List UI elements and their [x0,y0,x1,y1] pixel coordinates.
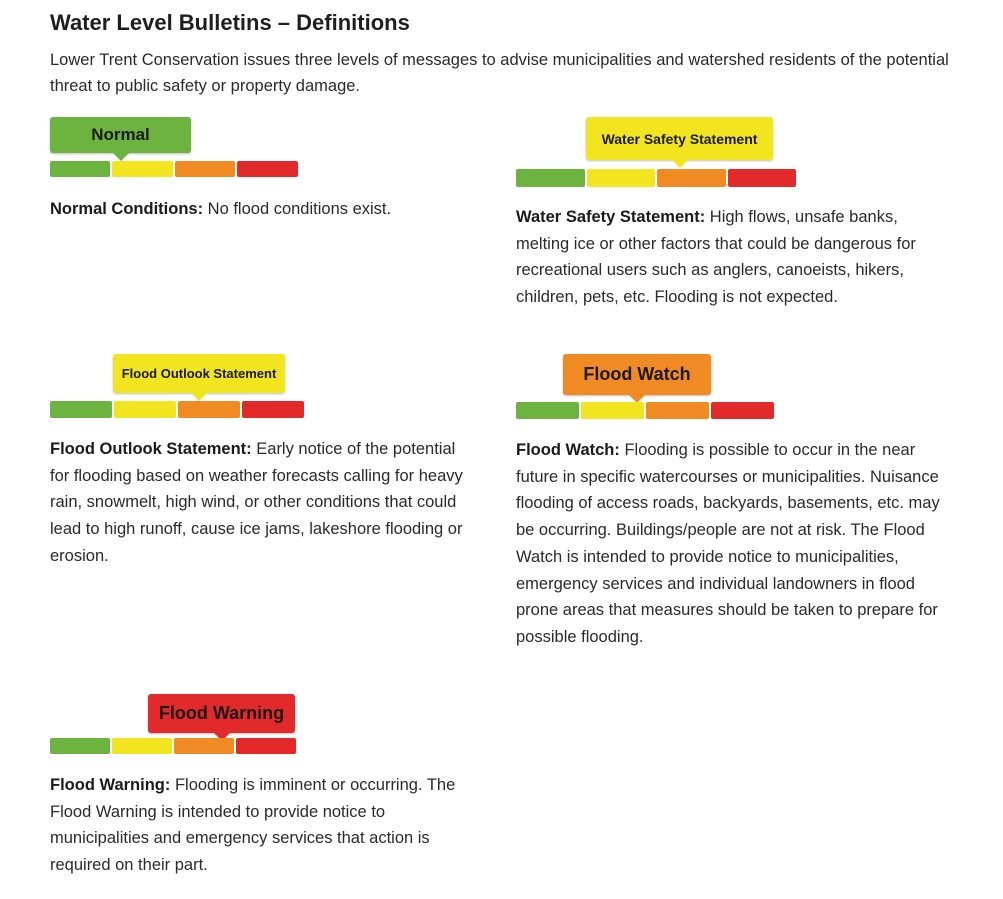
level-segment-yellow [581,402,644,419]
normal-badge [50,117,191,153]
flood-warning-description [50,772,465,879]
level-segment-red [236,738,296,754]
flood-watch-badge-label: Flood Watch [583,364,691,384]
level-segment-orange [646,402,709,419]
normal-description [50,196,470,223]
flood-outlook-level-bar [50,401,304,418]
flood-watch-description [516,437,956,651]
level-segment-green [516,402,579,419]
flood-watch-level-bar [516,402,774,419]
level-segment-orange [178,401,240,418]
flood-watch-term: Flood Watch: [516,441,620,459]
level-segment-yellow [112,738,172,754]
water-safety-description [516,204,936,311]
water-safety-term: Water Safety Statement: [516,208,706,226]
level-segment-yellow [112,161,173,177]
flood-watch-text: Flooding is possible to occur in the near future in specific watercourses or municipalities. Nuisance flooding of access roads, backyards, basements, etc. may be occurring. Buildings/people are not at risk. The Flood Watch is intended to provide notice to municipalities, emergency services and individual landowners in flood prone areas that measures should be taken to prepare for possible flooding. [516,441,940,646]
level-segment-red [237,161,298,177]
flood-warning-badge [148,694,295,733]
flood-outlook-badge [113,354,285,393]
level-segment-green [50,738,110,754]
normal-level-bar [50,161,298,177]
level-segment-orange [657,169,726,187]
water-safety-level-bar [516,169,796,187]
level-segment-green [50,161,110,177]
level-segment-orange [175,161,235,177]
water-safety-text: High flows, unsafe banks, melting ice or other factors that could be dangerous for recreational users such as anglers, canoeists, hikers, children, pets, etc. Flooding is not expected. [516,208,916,307]
level-segment-red [242,401,304,418]
flood-warning-badge-label: Flood Warning [158,703,285,723]
normal-badge-label: Normal [91,125,150,144]
level-segment-red [728,169,796,187]
level-segment-green [50,401,112,418]
level-segment-red [711,402,774,419]
level-segment-yellow [114,401,176,418]
water-safety-badge [586,117,773,160]
flood-outlook-term: Flood Outlook Statement: [50,440,252,458]
flood-warning-level-bar [50,738,296,754]
level-segment-orange [174,738,234,754]
flood-outlook-description [50,436,475,570]
water-safety-badge-label: Water Safety Statement [601,130,758,147]
normal-term: Normal Conditions: [50,200,204,218]
level-segment-yellow [587,169,655,187]
flood-warning-term: Flood Warning: [50,776,171,794]
level-segment-green [516,169,585,187]
flood-outlook-text: Early notice of the potential for flooding based on weather forecasts calling for heavy rain, snowmelt, high wind, or other conditions that could lead to high runoff, cause ice jams, lakeshore flooding or erosion. [50,440,463,565]
normal-text: No flood conditions exist. [203,200,392,218]
intro-paragraph: Lower Trent Conservation issues three levels of messages to advise municipalities and watershed residents of the potential threat to public safety or property damage. [50,51,949,95]
flood-outlook-badge-label: Flood Outlook Statement [121,366,277,381]
flood-warning-text: Flooding is imminent or occurring. The Flood Warning is intended to provide notice to municipalities and emergency services that action is required on their part. [50,776,456,875]
page-title: Water Level Bulletins – Definitions [50,10,410,35]
flood-watch-badge [563,354,711,395]
